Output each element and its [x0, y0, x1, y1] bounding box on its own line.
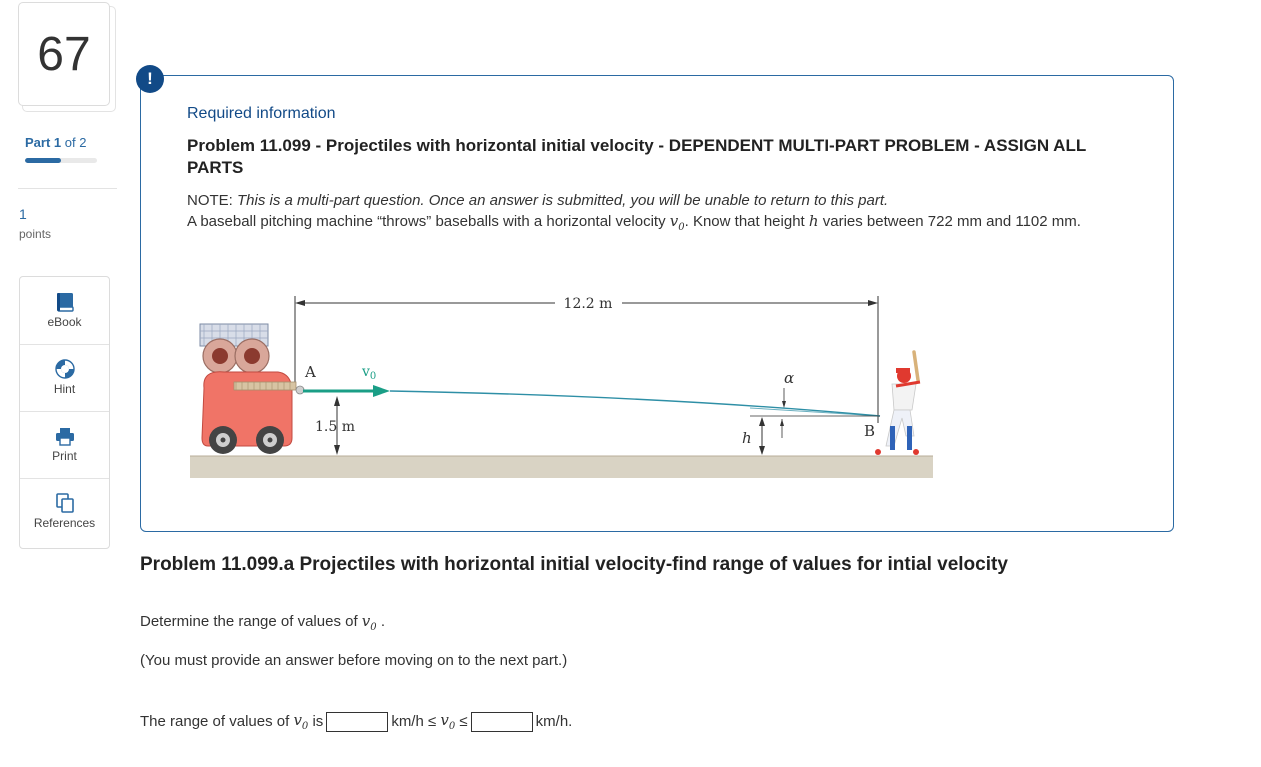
pitching-machine-figure [190, 288, 935, 483]
points-value: 1 [19, 206, 27, 222]
var-v0-range: $v_0$ [440, 711, 456, 732]
alert-icon: ! [136, 65, 164, 93]
part-indicator [25, 135, 86, 150]
var-h: h [808, 212, 819, 230]
note-text: This is a multi-part question. Once an answer is submitted, you will be unable to return to this part. [237, 192, 889, 209]
unit-end: km/h. [535, 713, 573, 730]
part-progress-bar [25, 158, 97, 163]
ground [190, 456, 933, 478]
v0-figure-label: $v_0$ [362, 364, 377, 382]
part-subtitle: Problem 11.099.a Projectiles with horizontal initial velocity-find range of values for intial velocity [140, 554, 1008, 575]
hint-button[interactable] [20, 344, 109, 412]
book-icon [54, 291, 76, 313]
problem-note [187, 191, 1147, 238]
h-figure-label: h [742, 429, 752, 447]
ebook-button[interactable] [20, 277, 109, 345]
required-info-heading: Required information [187, 105, 336, 122]
alpha-label: α [784, 369, 795, 387]
note-label: NOTE: [187, 192, 233, 209]
unit-mid: km/h ≤ [391, 713, 437, 730]
lifebuoy-icon [54, 358, 76, 380]
copy-icon [54, 492, 76, 514]
var-v0-answer: $v_0$ [293, 711, 309, 732]
ebook-label: eBook [47, 315, 82, 329]
tools-panel [19, 276, 110, 549]
le-sign: ≤ [459, 713, 468, 730]
height-dim-label: 1.5 m [315, 419, 355, 435]
references-label: References [33, 516, 96, 530]
prompt-must-answer: (You must provide an answer before moving on to the next part.) [140, 652, 568, 669]
lower-bound-input[interactable] [326, 712, 388, 732]
batter-figure [875, 352, 920, 455]
distance-label: 12.2 m [563, 296, 613, 312]
question-number: 67 [37, 27, 91, 81]
rail-divider [18, 188, 117, 189]
trajectory-curve [390, 391, 880, 416]
point-b-label: B [864, 422, 876, 440]
printer-icon [54, 425, 76, 447]
part-current: 1 [53, 135, 62, 150]
hint-label: Hint [53, 382, 76, 396]
answer-is: is [312, 713, 324, 730]
part-word: Part [25, 135, 51, 150]
answer-prefix: The range of values of [140, 713, 290, 730]
body-text-1: A baseball pitching machine “throws” baseballs with a horizontal velocity [187, 213, 666, 230]
part-total: of 2 [64, 135, 87, 150]
prompt-determine: Determine the range of values of $v_0$ . [140, 612, 385, 633]
question-number-card [18, 2, 110, 106]
answer-row [140, 711, 572, 732]
var-v0: $v_0$ [669, 212, 685, 233]
print-label: Print [52, 449, 77, 463]
upper-bound-input[interactable] [471, 712, 533, 732]
pitching-machine [200, 324, 304, 454]
part-progress-fill [25, 158, 61, 163]
references-button[interactable] [20, 478, 109, 545]
body-text-2: . Know that height [684, 213, 805, 230]
var-v0-prompt: $v_0$ [361, 612, 377, 633]
body-text-3: varies between 722 mm and 1102 mm. [822, 213, 1081, 230]
point-a-label: A [305, 363, 316, 381]
problem-title: Problem 11.099 - Projectiles with horizontal initial velocity - DEPENDENT MULTI-PART PROBLEM - ASSIGN ALL PARTS [187, 136, 1086, 177]
points-label: points [19, 227, 52, 241]
print-button[interactable] [20, 411, 109, 479]
